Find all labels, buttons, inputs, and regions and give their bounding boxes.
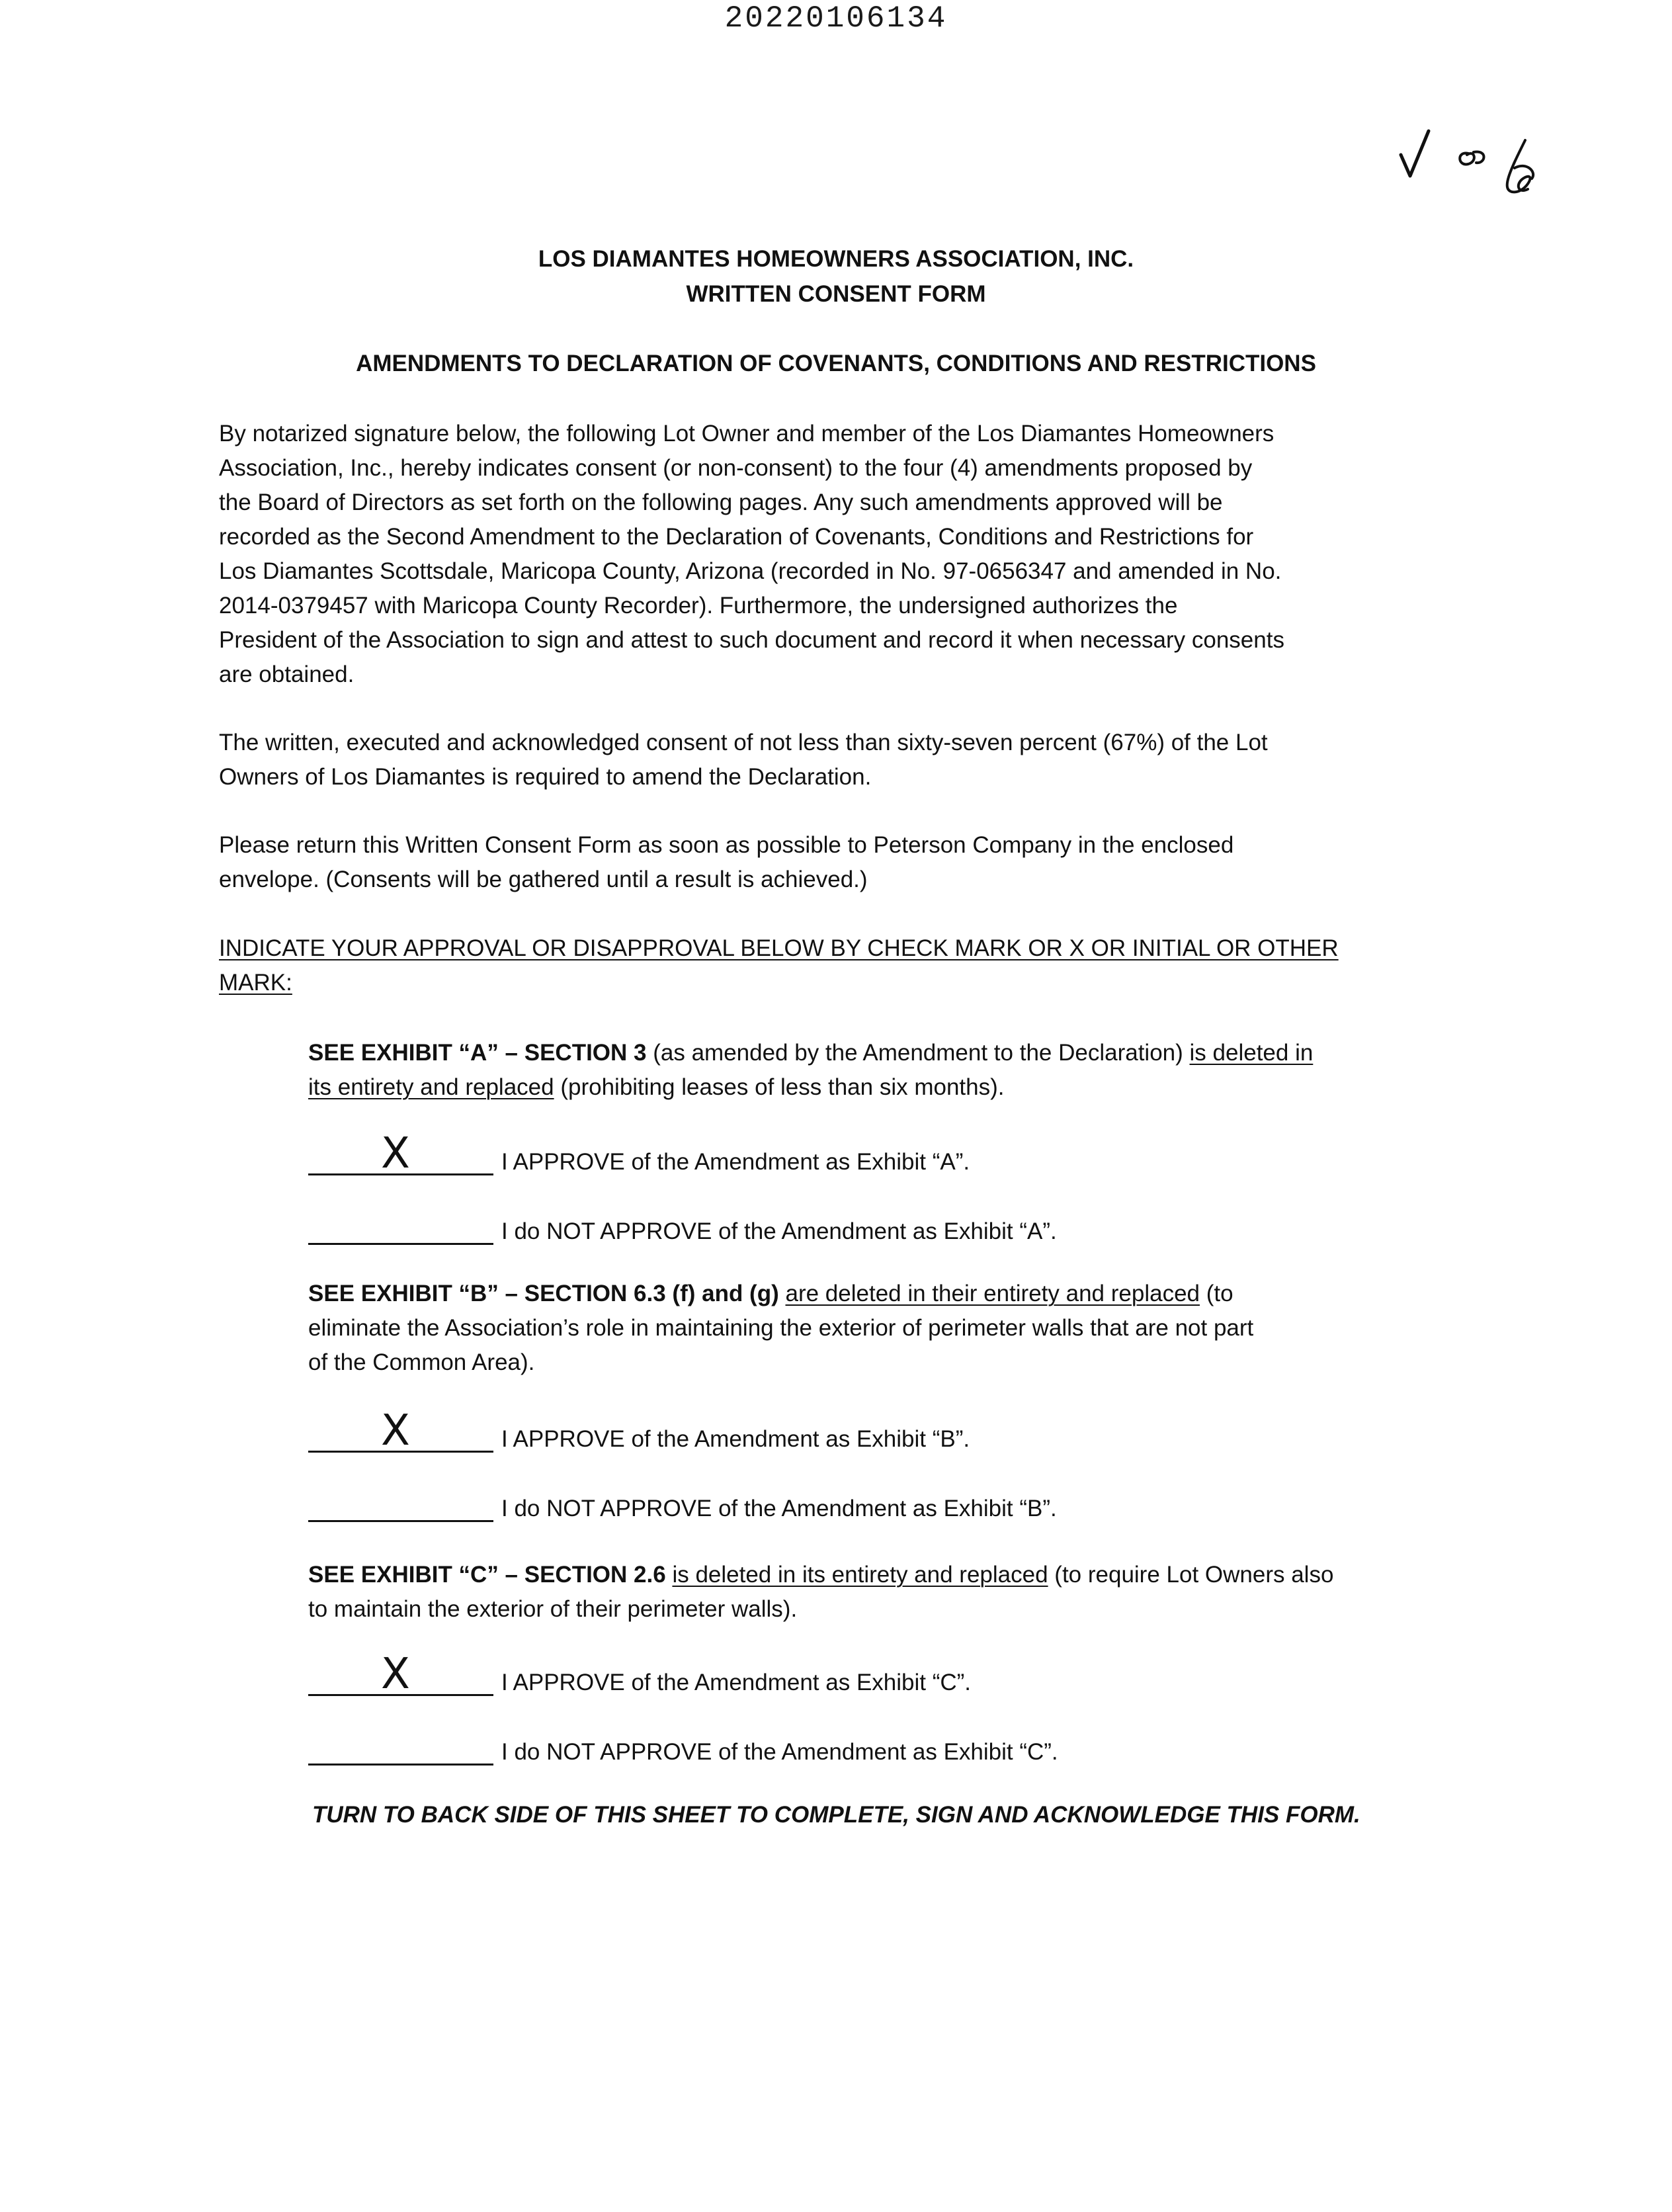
form-title: WRITTEN CONSENT FORM xyxy=(686,281,986,307)
intro-line: the Board of Directors as set forth on the following pages. Any such amendments approved will be xyxy=(219,489,1223,515)
return-paragraph xyxy=(219,828,1429,897)
exhibit-c-approve-row xyxy=(308,1650,972,1699)
exhibit-a-label: SEE EXHIBIT “A” – SECTION 3 xyxy=(308,1040,647,1066)
requirement-line: The written, executed and acknowledged consent of not less than sixty-seven percent (67%) of the Lot xyxy=(219,730,1268,755)
intro-line: Los Diamantes Scottsdale, Maricopa County, Arizona (recorded in No. 97-0656347 and amended in No. xyxy=(219,558,1282,584)
exhibit-c-approve-blank[interactable] xyxy=(308,1650,493,1699)
subject-title: AMENDMENTS TO DECLARATION OF COVENANTS, CONDITIONS AND RESTRICTIONS xyxy=(356,351,1316,376)
exhibit-b-label: SEE EXHIBIT “B” – SECTION 6.3 (f) and (g) xyxy=(308,1281,779,1306)
exhibit-c-approve-mark: X xyxy=(381,1650,410,1699)
exhibit-b-disapprove-label: I do NOT APPROVE of the Amendment as Exhibit “B”. xyxy=(501,1496,1057,1521)
exhibit-a-underlined: is deleted in xyxy=(1189,1040,1314,1066)
exhibit-c-label: SEE EXHIBIT “C” – SECTION 2.6 xyxy=(308,1562,666,1588)
intro-line: recorded as the Second Amendment to the Declaration of Covenants, Conditions and Restrictions for xyxy=(219,524,1254,550)
exhibit-c-text: to maintain the exterior of their perimeter walls). xyxy=(308,1596,798,1622)
exhibit-a-text: (as amended by the Amendment to the Declaration) xyxy=(646,1040,1190,1066)
intro-paragraph xyxy=(219,417,1429,692)
exhibit-a-text: (prohibiting leases of less than six months). xyxy=(554,1074,1005,1100)
exhibit-a-approve-mark: X xyxy=(381,1129,410,1178)
exhibit-b-approve-mark: X xyxy=(381,1406,410,1455)
exhibit-a-disapprove-label: I do NOT APPROVE of the Amendment as Exhibit “A”. xyxy=(501,1218,1057,1244)
exhibit-b-underlined: are deleted in their entirety and replaced xyxy=(785,1281,1200,1306)
exhibit-b-text: eliminate the Association’s role in maintaining the exterior of perimeter walls that are not part xyxy=(308,1315,1254,1341)
document-number: 20220106134 xyxy=(724,1,948,36)
exhibit-c-disapprove-row xyxy=(308,1731,1058,1765)
instruction-line: INDICATE YOUR APPROVAL OR DISAPPROVAL BELOW BY CHECK MARK OR X OR INITIAL OR OTHER xyxy=(219,935,1339,961)
exhibit-a-approve-blank[interactable] xyxy=(308,1129,493,1178)
exhibit-b-text: of the Common Area). xyxy=(308,1349,535,1375)
exhibit-a-approve-label: I APPROVE of the Amendment as Exhibit “A”. xyxy=(501,1149,970,1175)
instruction-line: MARK: xyxy=(219,970,292,996)
requirement-line: Owners of Los Diamantes is required to amend the Declaration. xyxy=(219,764,872,790)
exhibit-a-disapprove-row xyxy=(308,1211,1057,1245)
intro-line: 2014-0379457 with Maricopa County Recorder). Furthermore, the undersigned authorizes the xyxy=(219,593,1178,618)
exhibit-b-disapprove-blank[interactable] xyxy=(308,1486,493,1522)
intro-line: Association, Inc., hereby indicates consent (or non-consent) to the four (4) amendments proposed by xyxy=(219,455,1253,481)
exhibit-b-description xyxy=(308,1277,1433,1380)
handwritten-check-mark xyxy=(1396,126,1554,212)
return-line: Please return this Written Consent Form as soon as possible to Peterson Company in the enclosed xyxy=(219,832,1234,858)
exhibit-b-approve-row xyxy=(308,1406,970,1455)
instruction-heading xyxy=(219,931,1429,1000)
intro-line: are obtained. xyxy=(219,661,355,687)
exhibit-b-disapprove-row xyxy=(308,1488,1057,1522)
closing-instruction: TURN TO BACK SIDE OF THIS SHEET TO COMPLETE, SIGN AND ACKNOWLEDGE THIS FORM. xyxy=(312,1802,1360,1828)
exhibit-b-approve-label: I APPROVE of the Amendment as Exhibit “B”. xyxy=(501,1426,970,1452)
exhibit-a-underlined: its entirety and replaced xyxy=(308,1074,554,1100)
exhibit-c-disapprove-label: I do NOT APPROVE of the Amendment as Exhibit “C”. xyxy=(501,1739,1058,1765)
exhibit-a-disapprove-blank[interactable] xyxy=(308,1209,493,1245)
exhibit-b-text: (to xyxy=(1200,1281,1233,1306)
exhibit-a-approve-row xyxy=(308,1129,970,1178)
exhibit-c-disapprove-blank[interactable] xyxy=(308,1729,493,1765)
exhibit-c-approve-label: I APPROVE of the Amendment as Exhibit “C”. xyxy=(501,1670,972,1695)
organization-title: LOS DIAMANTES HOMEOWNERS ASSOCIATION, INC. xyxy=(538,246,1134,272)
exhibit-b-approve-blank[interactable] xyxy=(308,1406,493,1455)
intro-line: President of the Association to sign and attest to such document and record it when necessary consents xyxy=(219,627,1284,653)
exhibit-c-text: (to require Lot Owners also xyxy=(1048,1562,1334,1588)
exhibit-a-description xyxy=(308,1036,1433,1105)
intro-line: By notarized signature below, the following Lot Owner and member of the Los Diamantes Homeowners xyxy=(219,421,1275,447)
requirement-paragraph xyxy=(219,726,1429,794)
exhibit-c-description xyxy=(308,1558,1433,1627)
return-line: envelope. (Consents will be gathered until a result is achieved.) xyxy=(219,867,868,892)
exhibit-c-underlined: is deleted in its entirety and replaced xyxy=(672,1562,1048,1588)
